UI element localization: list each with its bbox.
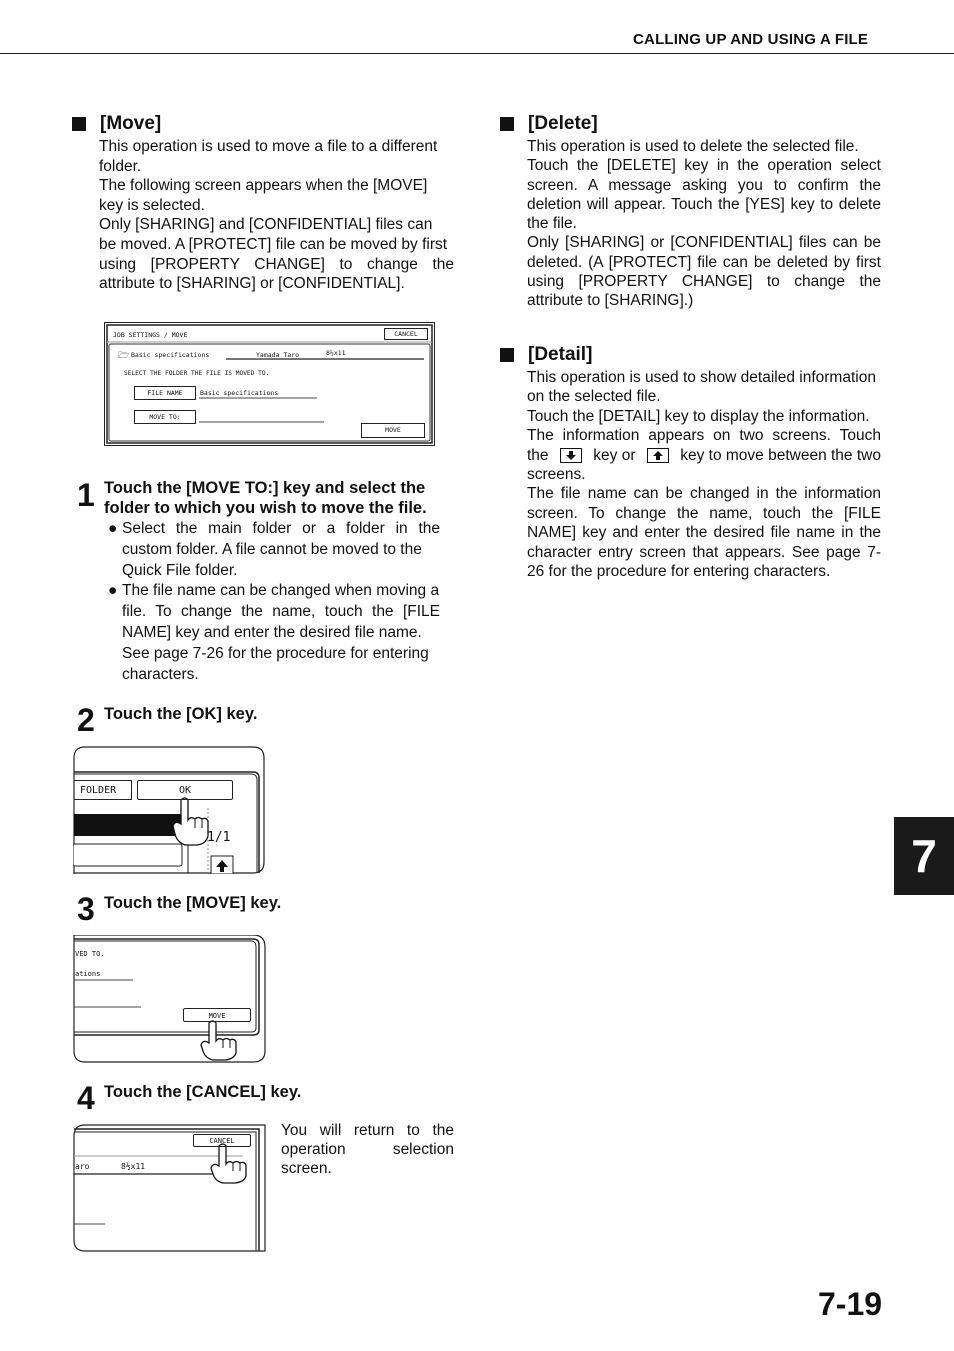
detail-description (527, 368, 881, 581)
text-line: screen. (281, 1160, 332, 1177)
square-bullet-icon (72, 117, 86, 131)
text-line: You will return to the (281, 1122, 454, 1139)
step-title: Touch the [OK] key. (104, 705, 258, 723)
paper-size-label: 8½x11 (121, 1162, 146, 1171)
text-line: See page 7-26 for the procedure for entering (122, 644, 429, 662)
ok-screen-frame (73, 746, 265, 874)
text-line: be moved. A [PROTECT] file can be moved by first (99, 235, 448, 253)
move-description (99, 137, 454, 294)
folder-button[interactable]: FOLDER (74, 780, 132, 800)
header-rule (0, 53, 954, 54)
delete-heading (500, 113, 598, 135)
file-name-key[interactable]: FILE NAME (134, 386, 196, 400)
move-heading-text: [Move] (100, 113, 162, 134)
text-line: NAME] key and enter the desired file name in the (527, 524, 881, 542)
step-number: 2 (77, 702, 95, 738)
up-arrow-key-icon (647, 448, 669, 463)
step-number: 1 (77, 477, 95, 513)
text-line: The information appears on two screens. Touch (527, 427, 881, 445)
text-line: deleted. (A [PROTECT] file can be deleted by first (527, 253, 881, 271)
bullet-dot-icon: ● (108, 520, 118, 537)
cancel-key-screen-illustration (73, 1124, 266, 1252)
text-line: using [PROPERTY CHANGE] to change the (527, 273, 881, 291)
step-number: 4 (77, 1080, 95, 1116)
folder-icon: 🗁 (118, 350, 130, 360)
screen-title: JOB SETTINGS / MOVE (113, 331, 188, 339)
chapter-tab: 7 (894, 817, 954, 895)
cancel-button[interactable]: CANCEL (384, 328, 428, 340)
paper-size-label: 8½x11 (326, 349, 346, 357)
bullet-item (108, 519, 440, 581)
delete-heading-text: [Delete] (528, 113, 598, 134)
ok-screen-illustration (73, 746, 265, 874)
text-fragment: the (527, 446, 549, 464)
text-line: This operation is used to delete the selected file. (527, 138, 859, 155)
ok-button[interactable]: OK (137, 780, 233, 800)
text-line: file. To change the name, touch the [FILE (122, 603, 440, 621)
text-line: Select the main folder or a folder in the (122, 520, 440, 537)
text-line: screens. (527, 466, 586, 484)
text-line: custom folder. A file cannot be moved to the (122, 540, 422, 558)
detail-heading-text: [Detail] (528, 344, 593, 365)
text-line: folder to which you wish to move the file. (104, 499, 427, 517)
key-line (527, 446, 881, 465)
text-line: using [PROPERTY CHANGE] to change the (99, 255, 454, 273)
step-title: Touch the [MOVE] key. (104, 894, 282, 912)
text-line: The file name can be changed when moving a (122, 582, 440, 600)
move-screen-illustration (104, 322, 435, 446)
page-number: 7-19 (818, 1286, 883, 1322)
text-line: This operation is used to move a file to a different (99, 138, 438, 155)
instruction-fragment: VED TO. (75, 950, 105, 958)
user-name-label: Yamada Taro (256, 351, 300, 359)
file-name-value: Basic specifications (200, 389, 279, 397)
text-line: NAME] key and enter the desired file name. (122, 623, 422, 641)
step-bullets (108, 519, 440, 685)
text-line: Touch the [DETAIL] key to display the information. (527, 407, 870, 425)
text-line: folder. (99, 157, 142, 175)
text-line: The file name can be changed in the information (527, 485, 881, 503)
text-line: This operation is used to show detailed information (527, 369, 876, 386)
file-name-fragment: ations (75, 970, 101, 978)
text-fragment: key or (593, 446, 636, 464)
file-name-label: Basic specifications (131, 351, 210, 359)
down-arrow-key-icon (560, 448, 582, 463)
move-heading (72, 113, 161, 135)
text-line: the file. (527, 215, 577, 233)
text-line: Quick File folder. (122, 561, 238, 579)
text-line: attribute to [SHARING].) (527, 292, 694, 310)
square-bullet-icon (500, 348, 514, 362)
cancel-button[interactable]: CANCEL (193, 1134, 251, 1147)
page-indicator: 1/1 (207, 830, 231, 845)
move-to-key[interactable]: MOVE TO: (134, 410, 196, 424)
text-line: 26 for the procedure for entering characters. (527, 563, 831, 581)
square-bullet-icon (500, 117, 514, 131)
text-line: character entry screen that appears. See page 7- (527, 543, 881, 561)
delete-description (527, 137, 881, 311)
text-line: operation selection (281, 1141, 454, 1158)
text-line: screen. A message asking you to confirm the (527, 176, 881, 194)
user-name-fragment: aro (75, 1162, 90, 1171)
text-line: Touch the [DELETE] key in the operation select (527, 157, 881, 175)
running-header: CALLING UP AND USING A FILE (633, 31, 869, 48)
text-line: characters. (122, 665, 199, 683)
text-line: Touch the [MOVE TO:] key and select the (104, 479, 426, 497)
move-key[interactable]: MOVE (361, 423, 425, 438)
text-line: The following screen appears when the [MOVE] (99, 177, 428, 195)
text-fragment: key to move between the two (680, 446, 881, 464)
move-key[interactable]: MOVE (183, 1008, 251, 1022)
text-line: on the selected file. (527, 388, 661, 406)
move-key-screen-illustration (73, 935, 266, 1063)
text-line: attribute to [SHARING] or [CONFIDENTIAL]. (99, 275, 405, 293)
step-title: Touch the [CANCEL] key. (104, 1083, 302, 1101)
text-line: key is selected. (99, 196, 205, 214)
detail-heading (500, 344, 592, 366)
instruction-text: SELECT THE FOLDER THE FILE IS MOVED TO. (124, 370, 270, 377)
step-number: 3 (77, 891, 95, 927)
text-line: screen. To change the name, touch the [FILE (527, 504, 881, 522)
bullet-item (108, 581, 440, 685)
step-4-note (281, 1121, 454, 1178)
text-line: Only [SHARING] and [CONFIDENTIAL] files can (99, 216, 433, 234)
step-title (104, 478, 464, 518)
text-line: Only [SHARING] or [CONFIDENTIAL] files can be (527, 234, 881, 252)
text-line: deletion will appear. Touch the [YES] key to delete (527, 195, 881, 213)
bullet-dot-icon: ● (108, 582, 118, 600)
